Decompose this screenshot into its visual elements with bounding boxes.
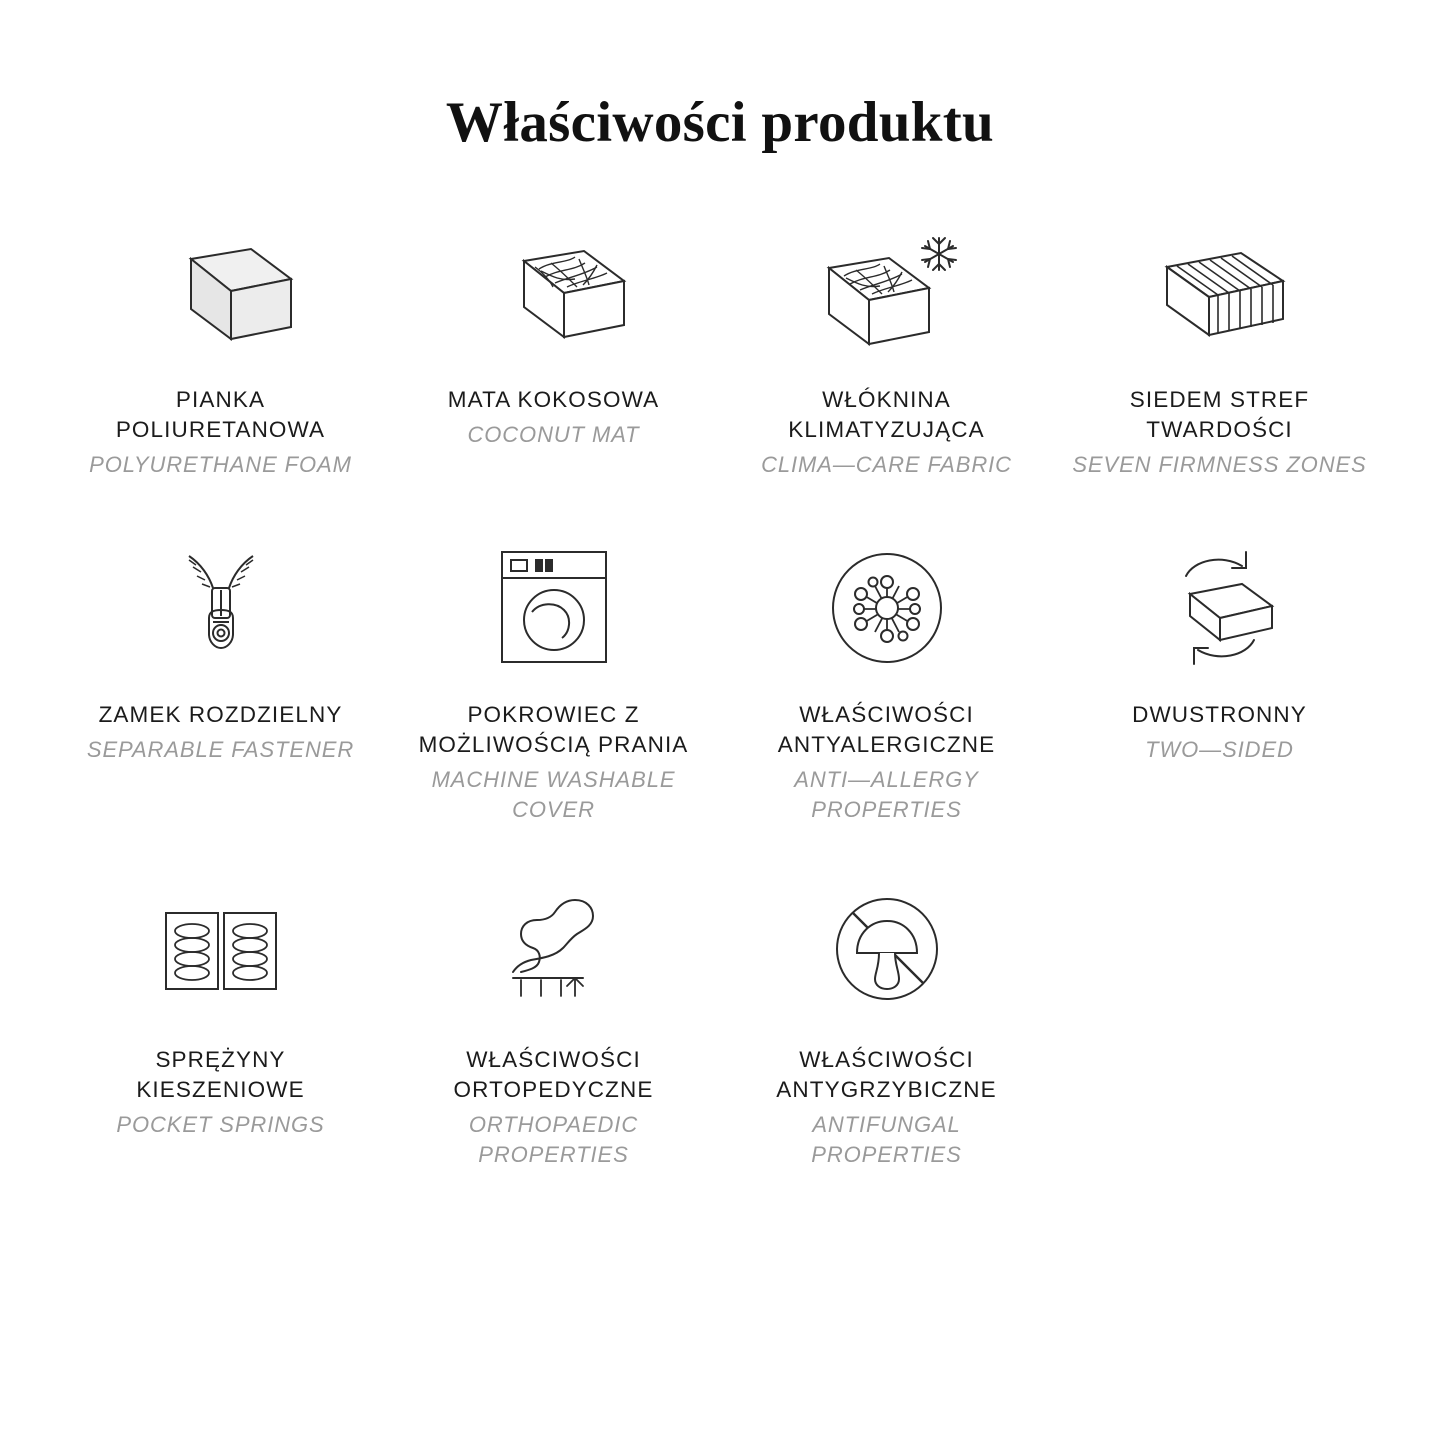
feature-label-en: ANTIFUNGAL PROPERTIES <box>811 1112 962 1167</box>
feature-label-pl: ZAMEK ROZDZIELNY <box>98 702 343 727</box>
two-sided-rotate-icon <box>1125 526 1315 686</box>
antifungal-crossed-mushroom-icon <box>792 871 982 1031</box>
feature-label-en: SEPARABLE FASTENER <box>86 737 355 762</box>
feature-label-pl: WŁAŚCIWOŚCI ORTOPEDYCZNE <box>453 1047 654 1102</box>
feature-label-en: SEVEN FIRMNESS ZONES <box>1072 452 1367 477</box>
feature-label-en: POCKET SPRINGS <box>116 1112 325 1137</box>
feature-label-pl: DWUSTRONNY <box>1132 702 1307 727</box>
feature-card-machine-washable-cover <box>387 526 720 825</box>
feature-label-en: POLYURETHANE FOAM <box>89 452 352 477</box>
feature-label-pl: SPRĘŻYNY KIESZENIOWE <box>136 1047 305 1102</box>
feature-card-two-sided <box>1053 526 1386 825</box>
feature-label-en: COCONUT MAT <box>467 422 640 447</box>
feature-label-en: CLIMA—CARE FABRIC <box>761 452 1012 477</box>
seven-firmness-zones-icon <box>1125 221 1315 371</box>
washing-machine-icon <box>459 526 649 686</box>
feature-card-orthopaedic <box>387 871 720 1170</box>
feature-card-pocket-springs <box>54 871 387 1170</box>
anti-allergy-mite-icon <box>792 526 982 686</box>
coconut-mat-block-icon <box>459 221 649 371</box>
feature-label-pl: POKROWIEC Z MOŻLIWOŚCIĄ PRANIA <box>418 702 689 757</box>
feature-label-en: ORTHOPAEDIC PROPERTIES <box>468 1112 639 1167</box>
feature-card-seven-firmness-zones <box>1053 221 1386 480</box>
feature-label-pl: MATA KOKOSOWA <box>447 387 660 412</box>
feature-label-pl: PIANKA POLIURETANOWA <box>115 387 326 442</box>
zipper-icon <box>126 526 316 686</box>
feature-card-anti-allergy <box>720 526 1053 825</box>
clima-care-fabric-snowflake-icon <box>792 221 982 371</box>
feature-label-pl: WŁÓKNINA KLIMATYZUJĄCA <box>788 387 985 442</box>
page-title: Właściwości produktu <box>445 91 995 154</box>
feature-card-separable-fastener <box>54 526 387 825</box>
feature-label-en: TWO—SIDED <box>1145 737 1294 762</box>
feature-card-coconut-mat <box>387 221 720 480</box>
feature-card-clima-care-fabric <box>720 221 1053 480</box>
feature-label-en: MACHINE WASHABLE COVER <box>431 767 676 822</box>
orthopaedic-spine-icon <box>459 871 649 1031</box>
feature-label-pl: WŁAŚCIWOŚCI ANTYALERGICZNE <box>777 702 996 757</box>
feature-card-polyurethane-foam <box>54 221 387 480</box>
pocket-springs-icon <box>126 871 316 1031</box>
feature-card-antifungal <box>720 871 1053 1170</box>
features-grid <box>0 221 1440 1170</box>
feature-label-pl: SIEDEM STREF TWARDOŚCI <box>1129 387 1310 442</box>
feature-label-pl: WŁAŚCIWOŚCI ANTYGRZYBICZNE <box>776 1047 997 1102</box>
feature-label-en: ANTI—ALLERGY PROPERTIES <box>794 767 979 822</box>
foam-block-icon <box>126 221 316 371</box>
